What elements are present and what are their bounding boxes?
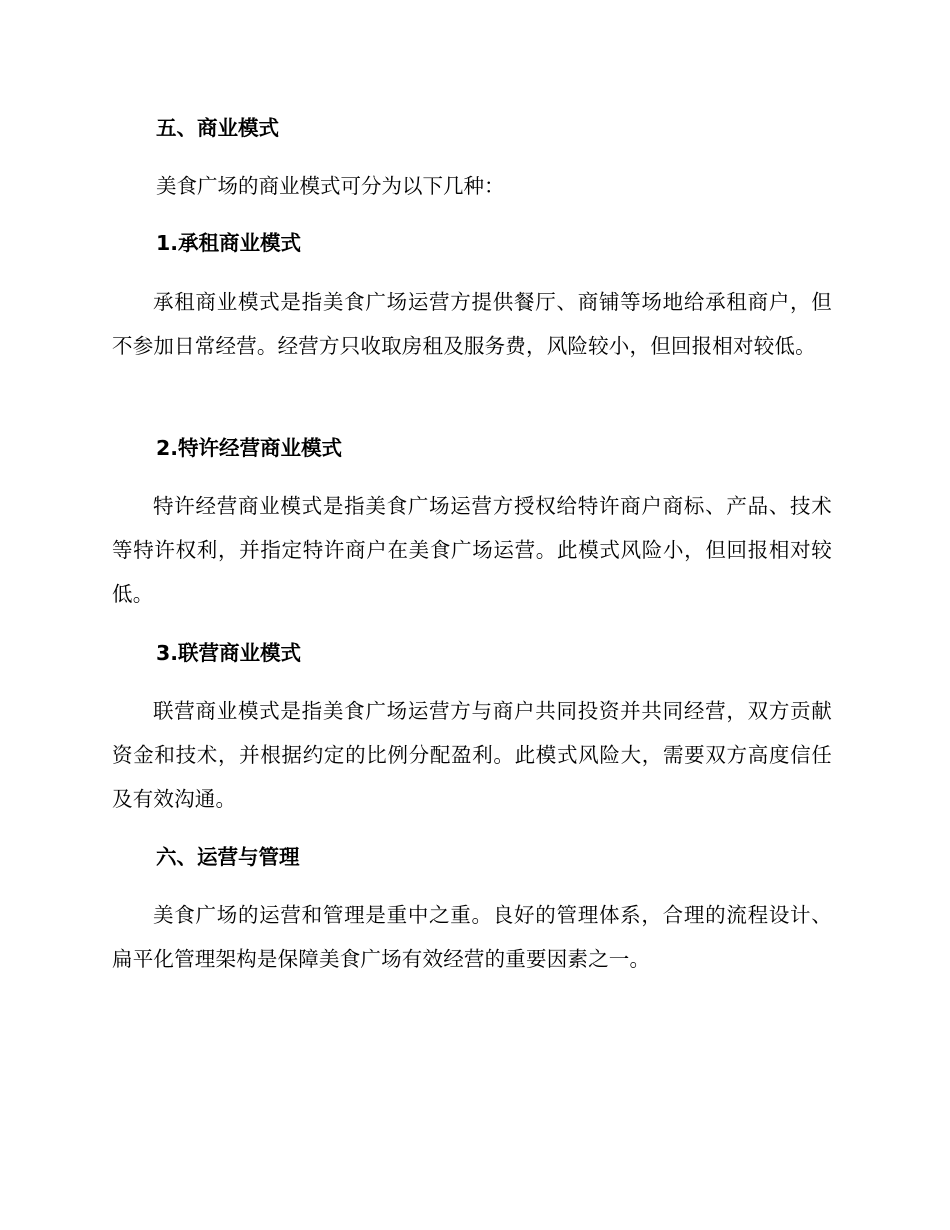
section-6-heading: 六、运营与管理 [156,845,300,869]
model-1-paragraph: 承租商业模式是指美食广场运营方提供餐厅、商铺等场地给承租商户，但不参加日常经营。经营方只收取房租及服务费，风险较小，但回报相对较低。 [112,290,832,358]
section-5-heading: 五、商业模式 [156,116,279,140]
model-3-paragraph: 联营商业模式是指美食广场运营方与商户共同投资并共同经营，双方贡献资金和技术，并根据约定的比例分配盈利。此模式风险大，需要双方高度信任及有效沟通。 [112,699,832,811]
section-6-paragraph: 美食广场的运营和管理是重中之重。良好的管理体系，合理的流程设计、扁平化管理架构是保障美食广场有效经营的重要因素之一。 [112,903,832,971]
section-5-intro: 美食广场的商业模式可分为以下几种： [156,174,505,198]
model-3-heading: 3.联营商业模式 [156,641,302,665]
model-1-heading: 1.承租商业模式 [156,231,302,255]
model-2-heading: 2.特许经营商业模式 [156,436,343,460]
model-2-paragraph: 特许经营商业模式是指美食广场运营方授权给特许商户商标、产品、技术等特许权利，并指定特许商户在美食广场运营。此模式风险小，但回报相对较低。 [112,494,832,606]
